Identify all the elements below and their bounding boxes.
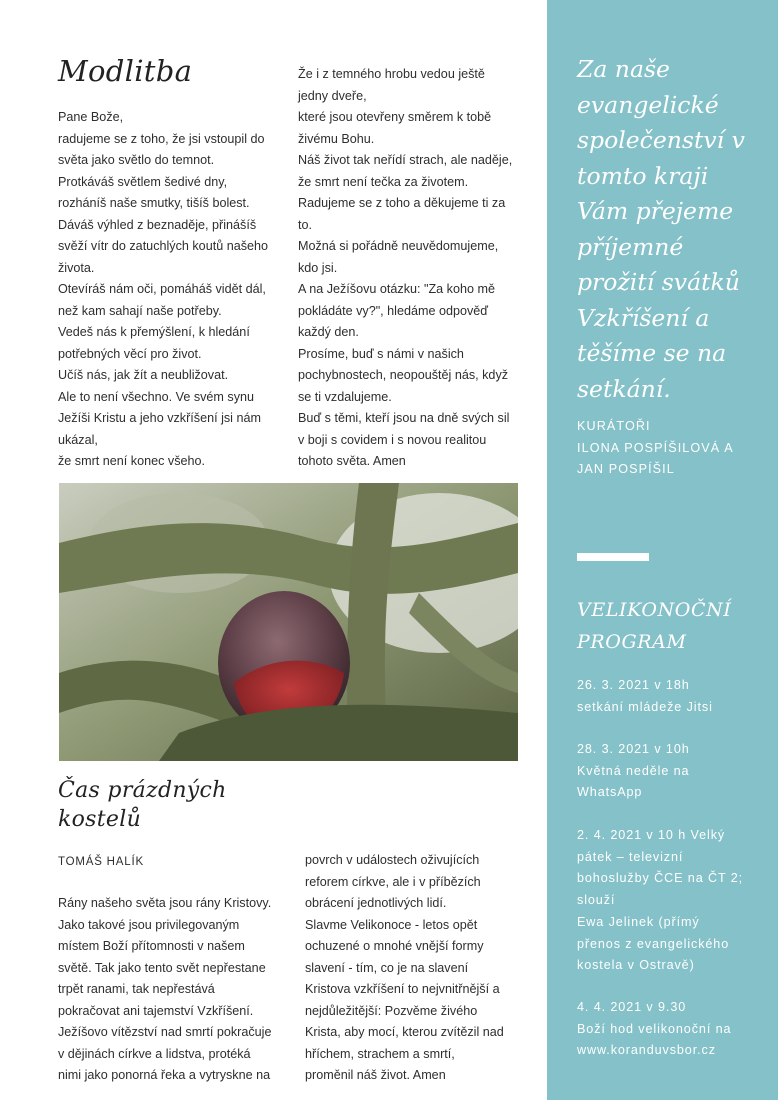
easter-egg-in-tree-image xyxy=(59,483,518,761)
text-line: života. xyxy=(58,260,95,275)
text-line: v dějinách církve a lidstva, protéká xyxy=(58,1046,251,1061)
text-line: 26. 3. 2021 v 18h xyxy=(577,678,690,692)
text-line: WhatsApp xyxy=(577,785,643,800)
text-line: Pane Bože, xyxy=(58,110,124,124)
text-line: 2. 4. 2021 v 10 h Velký xyxy=(577,828,726,842)
article-column-1 xyxy=(58,893,271,1087)
text-line: evangelické xyxy=(577,90,719,119)
text-line: Možná si pořádně neuvědomujeme, xyxy=(298,239,499,253)
text-line: 4. 4. 2021 v 9.30 xyxy=(577,1000,687,1014)
article-column-2 xyxy=(305,850,504,1087)
text-line: v boji s covidem i s novou realitou xyxy=(298,432,487,447)
text-line: společenství v xyxy=(577,126,745,154)
prayer-column-1 xyxy=(58,107,268,473)
text-line: obrácení jednotlivých lidí. xyxy=(305,896,447,910)
text-line: VELIKONOČNÍ xyxy=(577,599,732,621)
text-line: že smrt není tečka za životem. xyxy=(298,174,469,189)
text-line: ILONA POSPÍŠILOVÁ A xyxy=(577,440,734,455)
curators xyxy=(577,416,734,481)
text-line: místem Boží přítomnosti v našem xyxy=(58,939,245,953)
text-line: kdo jsi. xyxy=(298,260,338,275)
text-line: radujeme se z toho, že jsi vstoupil do xyxy=(58,131,265,146)
easter-greeting xyxy=(577,52,775,407)
text-line: kostela v Ostravě) xyxy=(577,958,695,973)
text-line: bohoslužby ČCE na ČT 2; xyxy=(577,871,744,886)
prayer-title: Modlitba xyxy=(58,54,193,88)
text-line: že smrt není konec všeho. xyxy=(58,454,205,468)
text-line: které jsou otevřeny směrem k tobě xyxy=(298,110,492,124)
program-event xyxy=(577,739,690,804)
program-event xyxy=(577,825,743,977)
text-line: prožití svátků xyxy=(577,268,740,296)
text-line: KURÁTOŘI xyxy=(577,419,651,433)
text-line: rozháníš naše smutky, tišíš bolest. xyxy=(58,196,250,210)
text-line: Ewa Jelinek (přímý xyxy=(577,914,700,929)
text-line: kostelů xyxy=(58,807,142,832)
text-line: Ale to není všechno. Ve svém synu xyxy=(58,389,255,404)
text-line: příjemné xyxy=(577,232,684,261)
text-line: tomto kraji xyxy=(577,161,709,190)
text-line: Krista, aby mocí, kterou zvítězil nad xyxy=(305,1025,504,1039)
article-title xyxy=(58,776,227,834)
text-line: tohoto světa. Amen xyxy=(298,454,406,468)
text-line: se ti vzdalujeme. xyxy=(298,389,392,404)
article-author: TOMÁŠ HALÍK xyxy=(58,856,144,868)
text-line: pokračovat ani tajemství Vzkříšení. xyxy=(58,1003,254,1018)
text-line: nimi jako ponorná řeka a vytryskne na xyxy=(58,1068,271,1082)
text-line: Rány našeho světa jsou rány Kristovy. xyxy=(58,896,272,910)
text-line: Buď s těmi, kteří jsou na dně svých sil xyxy=(298,411,510,425)
text-line: Ježíšovo vítězství nad smrtí pokračuje xyxy=(58,1025,272,1039)
text-line: setkání mládeže Jitsi xyxy=(577,699,713,714)
text-line: Vedeš nás k přemýšlení, k hledání xyxy=(58,325,250,339)
sidebar xyxy=(547,0,778,1100)
text-line: Náš život tak neřídí strach, ale naděje, xyxy=(298,153,513,167)
text-line: ochuzené o mnohé vnější formy xyxy=(305,939,484,953)
text-line: ukázal, xyxy=(58,432,98,447)
text-line: slouží xyxy=(577,893,616,908)
text-line: přenos z evangelického xyxy=(577,936,730,951)
text-line: 28. 3. 2021 v 10h xyxy=(577,742,690,756)
text-line: Ježíši Kristu a jeho vzkříšení jsi nám xyxy=(58,411,261,425)
text-line: Protkáváš světlem šedivé dny, xyxy=(58,174,228,189)
text-line: Vám přejeme xyxy=(577,197,734,225)
text-line: Prosíme, buď s námi v našich xyxy=(298,346,464,361)
text-line: povrch v událostech oživujících xyxy=(305,853,480,867)
text-line: slavení - tím, co je na slavení xyxy=(305,960,469,975)
text-line: potřebných věcí pro život. xyxy=(58,346,202,361)
text-line: trpět ranami, tak nepřestává xyxy=(58,982,215,996)
text-line: než kam sahají naše potřeby. xyxy=(58,303,222,318)
program-title xyxy=(577,594,731,658)
text-line: reforem církve, ale i v příbězích xyxy=(305,874,481,889)
text-line: JAN POSPÍŠIL xyxy=(577,462,675,476)
text-line: Boží hod velikonoční na xyxy=(577,1021,732,1036)
text-line: Učíš nás, jak žít a neubližovat. xyxy=(58,368,229,382)
text-line: proměnil náš život. Amen xyxy=(305,1068,446,1082)
text-line: Radujeme se z toho a děkujeme ti za xyxy=(298,196,506,210)
text-line: jedny dveře, xyxy=(298,88,367,103)
text-line: Kristova vzkříšení to nejvnitřnější a xyxy=(305,982,500,996)
text-line: www.koranduvsbor.cz xyxy=(577,1043,716,1058)
text-line: pokládáte vy?", hledáme odpověď xyxy=(298,303,489,318)
text-line: Květná neděle na xyxy=(577,763,690,778)
program-event xyxy=(577,675,713,718)
text-line: pátek – televizní xyxy=(577,849,684,864)
text-line: Čas prázdných xyxy=(58,778,227,803)
text-line: PROGRAM xyxy=(577,631,687,653)
text-line: Vzkříšení a xyxy=(577,303,710,332)
text-line: Dáváš výhled z beznaděje, přinášíš xyxy=(58,217,257,232)
text-line: Slavme Velikonoce - letos opět xyxy=(305,917,478,932)
text-line: pochybnostech, neopouštěj nás, když xyxy=(298,368,509,382)
text-line: Otevíráš nám oči, pomáháš vidět dál, xyxy=(58,282,266,296)
easter-egg-photo xyxy=(59,483,518,761)
text-line: to. xyxy=(298,217,313,232)
text-line: setkání. xyxy=(577,374,671,403)
text-line: A na Ježíšovu otázku: "Za koho mě xyxy=(298,282,495,296)
text-line: nejdůležitější: Pozvěme živého xyxy=(305,1003,478,1018)
text-line: svěží vítr do zatuchlých koutů našeho xyxy=(58,239,269,253)
text-line: živému Bohu. xyxy=(298,131,375,146)
text-line: Za naše xyxy=(577,55,670,83)
program-event xyxy=(577,997,731,1062)
text-line: světě. Tak jako tento svět nepřestane xyxy=(58,960,266,975)
text-line: Že i z temného hrobu vedou ještě xyxy=(298,67,485,81)
prayer-column-2 xyxy=(298,64,512,473)
text-line: Jako takové jsou privilegovaným xyxy=(58,917,240,932)
divider xyxy=(577,553,649,561)
text-line: světa jako světlo do temnot. xyxy=(58,153,215,167)
text-line: těšíme se na xyxy=(577,339,727,367)
text-line: každý den. xyxy=(298,325,359,339)
text-line: hříchem, strachem a smrtí, xyxy=(305,1046,455,1061)
